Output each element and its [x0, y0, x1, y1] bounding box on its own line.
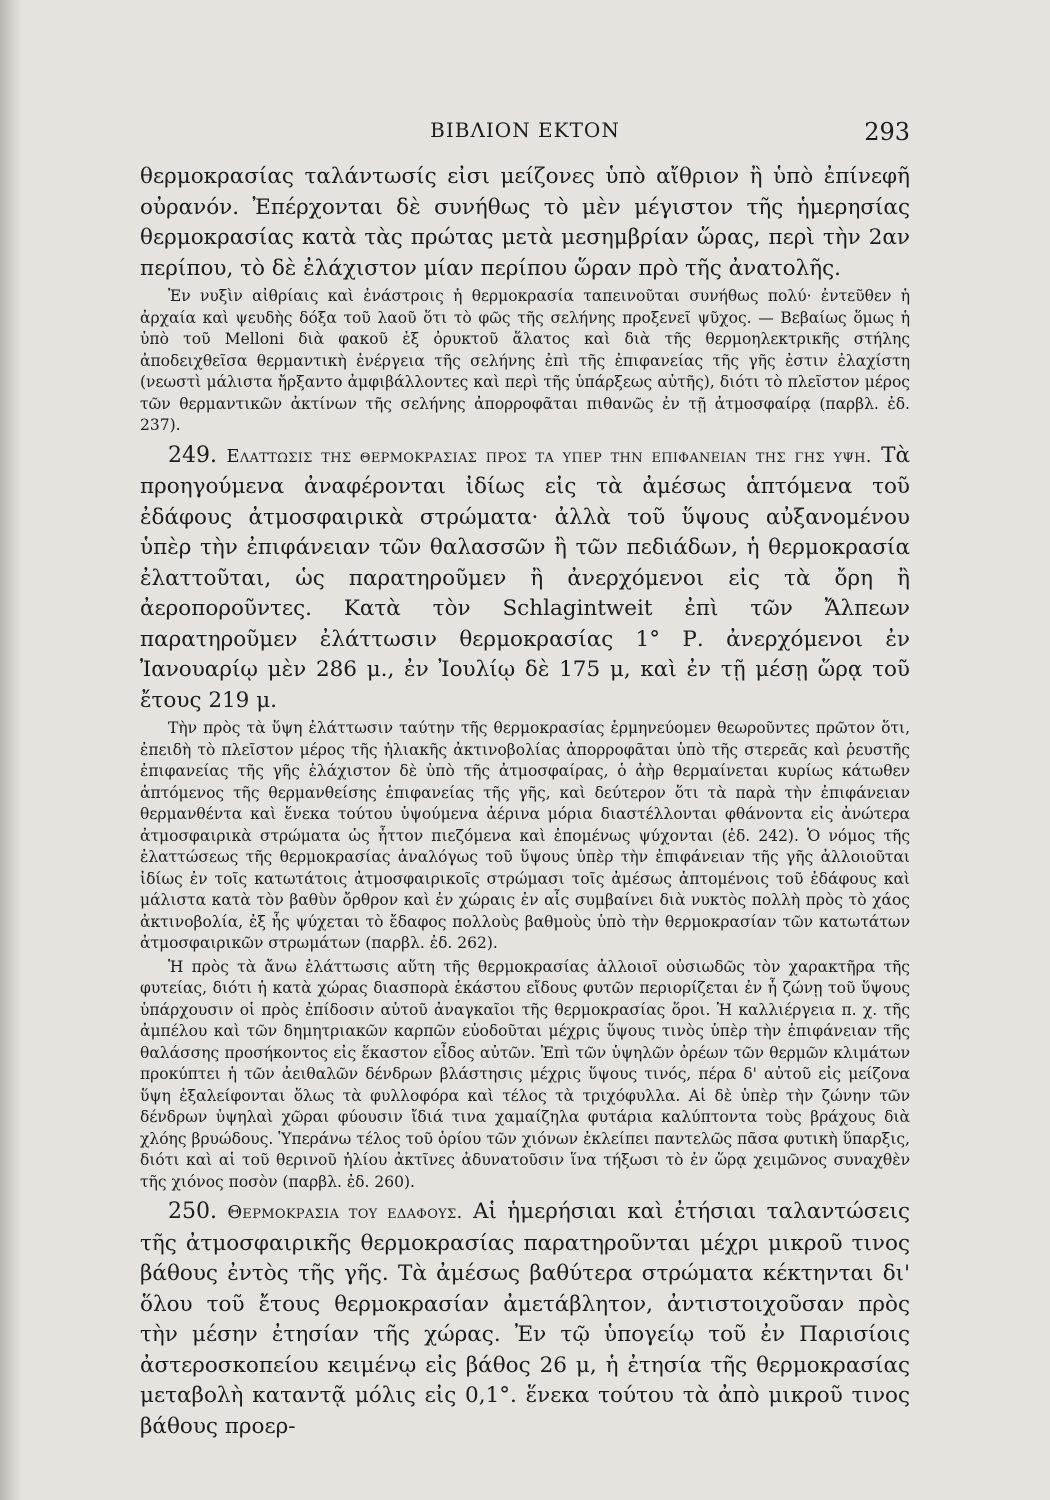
- section-249: [140, 441, 910, 717]
- section-249-number: 249.: [168, 442, 217, 468]
- paragraph-note-vegetation: Ἡ πρὸς τὰ ἄνω ἐλάττωσις αὕτη τῆς θερμοκρασίας ἀλλοιοῖ οὐσιωδῶς τὸν χαρακτῆρα τῆς φυτείας, διότι ἡ κατὰ χώρας διασπορὰ ἑκάστου εἴδους φυτῶν περιορίζεται ἐν ἧ ζώνῃ τοῦ ὕψους ὑπάρχουσιν οἱ πρὸς ἐπίδοσιν αὐτοῦ ἀναγκαῖοι τῆς θερμοκρασίας ὅροι. Ἡ καλλιέργεια π. χ. τῆς ἀμπέλου καὶ τῶν δημητριακῶν καρπῶν εὐοδοῦται μέχρις ὕψους τινὸς ὑπὲρ τὴν ἐπιφάνειαν τῆς θαλάσσης προσήκοντος εἰς ἕκαστον εἶδος αὐτῶν. Ἐπὶ τῶν ὑψηλῶν ὀρέων τῶν θερμῶν κλιμάτων προκύπτει ἡ τῶν ἀειθαλῶν δένδρων βλάστησις μέχρις ὕψους τινός, πέρα δ' αὐτοῦ εἰς μείζονα ὕψη ἐξαλείφονται ὅλως τὰ φυλλοφόρα καὶ τέλος τὰ τριχόφυλλα. Αἱ δὲ ὑπὲρ τὴν ζώνην τῶν δένδρων ὑψηλαὶ χῶραι φύουσιν ἴδιά τινα χαμαίζηλα φυτάρια καλύπτοντα τοὺς βράχους διὰ χλόης βρυώδους. Ὑπεράνω τέλος τοῦ ὁρίου τῶν χιόνων ἐκλείπει παντελῶς πᾶσα φυτικὴ ὕπαρξις, διότι καὶ αἱ τοῦ θερινοῦ ἡλίου ἀκτῖνες ἀδυνατοῦσιν ἵνα τήξωσι τὸ ἐν ὥρᾳ χειμῶνος συναχθὲν τῆς χιόνος ποσὸν (παρβλ. ἐδ. 260).: [140, 957, 910, 1191]
- page-binding-shadow: [0, 0, 22, 1500]
- section-249-title: Ελαττωσισ τησ θερμοκρασιασ προσ τα υπερ την επιφανειαν τησ γησ υψη.: [226, 445, 872, 467]
- section-249-body: Τὰ προηγούμενα ἀναφέρονται ἰδίως εἰς τὰ ἀμέσως ἁπτόμενα τοῦ ἐδάφους ἀτμοσφαιρικὰ στρώματα· ἀλλὰ τοῦ ὕψους αὐξανομένου ὑπὲρ τὴν ἐπιφάνειαν τῶν θαλασσῶν ἢ τῶν πεδιάδων, ἡ θερμοκρασία ἐλαττοῦται, ὡς παρατηροῦμεν ἢ ἀνερχόμενοι εἰς τὰ ὄρη ἢ ἀεροποροῦντες. Κατὰ τὸν Schlagintweit ἐπὶ τῶν Ἄλπεων παρατηροῦμεν ἐλάττωσιν θερμοκρασίας 1° Ρ. ἀνερχόμενοι ἐν Ἰανουαρίῳ μὲν 286 μ., ἐν Ἰουλίῳ δὲ 175 μ, καὶ ἐν τῇ μέσῃ ὥρᾳ τοῦ ἔτους 219 μ.: [140, 442, 911, 713]
- page-header: [140, 118, 910, 148]
- section-250-number: 250.: [168, 1199, 217, 1224]
- section-250-title: Θερμοκρασια του εδαφουσ.: [227, 1202, 463, 1223]
- paragraph-1: θερμοκρασίας ταλάντωσίς εἰσι μείζονες ὑπὸ αἴθριον ἢ ὑπὸ ἐπίνεφῆ οὐρανόν. Ἐπέρχονται δὲ συνήθως τὸ μὲν μέγιστον τῆς ἡμερησίας θερμοκρασίας κατὰ τὰς πρώτας μετὰ μεσημβρίαν ὥρας, περὶ τὴν 2αν περίπου, τὸ δὲ ἐλάχιστον μίαν περίπου ὥραν πρὸ τῆς ἀνατολῆς.: [140, 164, 910, 281]
- paragraph-note-moon: Ἐν νυξὶν αἰθρίαις καὶ ἐνάστροις ἡ θερμοκρασία ταπεινοῦται συνήθως πολύ· ἐντεῦθεν ἡ ἀρχαία καὶ ψευδὴς δόξα τοῦ λαοῦ ὅτι τὸ φῶς τῆς σελήνης προξενεῖ ψῦχος. — Βεβαίως ὅμως ἡ ὑπὸ τοῦ Melloni διὰ φακοῦ ἐξ ὀρυκτοῦ ἅλατος καὶ διὰ τῆς θερμοηλεκτρικῆς στήλης ἀποδειχθεῖσα θερμαντικὴ ἐνέργεια τῆς σελήνης ἐπὶ τῆς ἐπιφανείας τῆς γῆς ἐστιν ἐλαχίστη (νεωστὶ μάλιστα ἤρξαντο ἀμφιβάλλοντες καὶ περὶ τῆς ὑπάρξεως αὐτῆς), διότι τὸ πλεῖστον μέρος τῶν θερμαντικῶν ἀκτίνων τῆς σελήνης ἀπορροφᾶται πιθανῶς ἐν τῇ ἀτμοσφαίρᾳ (παρβλ. ἐδ. 237).: [140, 287, 910, 434]
- running-head: ΒΙΒΛΙΟΝ ΕΚΤΟΝ: [430, 118, 620, 142]
- body-text: [140, 162, 910, 1442]
- section-250-body: Αἱ ἡμερήσιαι καὶ ἐτήσιαι ταλαντώσεις τῆς ἀτμοσφαιρικῆς θερμοκρασίας παρατηροῦνται μέχρι μικροῦ τινος βάθους ἐντὸς τῆς γῆς. Τὰ ἀμέσως βαθύτερα στρώματα κέκτηνται δι' ὅλου τοῦ ἔτους θερμοκρασίαν ἀμετάβλητον, ἀντιστοιχοῦσαν πρὸς τὴν μέσην ἐτησίαν τῆς χώρας. Ἐν τῷ ὑπογείῳ τοῦ ἐν Παρισίοις ἀστεροσκοπείου κειμένῳ εἰς βάθος 26 μ, ἡ ἐτησία τῆς θερμοκρασίας μεταβολὴ καταντᾷ μόλις εἰς 0,1°. ἕνεκα τούτου τὰ ἀπὸ μικροῦ τινος βάθους προερ-: [140, 1199, 911, 1439]
- page-number: 293: [864, 118, 910, 146]
- paragraph-note-altitude: Τὴν πρὸς τὰ ὕψη ἐλάττωσιν ταύτην τῆς θερμοκρασίας ἑρμηνεύομεν θεωροῦντες πρῶτον ὅτι, ἐπειδὴ τὸ πλεῖστον μέρος τῆς ἡλιακῆς ἀκτινοβολίας ἀπορροφᾶται ὑπὸ τῆς στερεᾶς καὶ ῥευστῆς ἐπιφανείας τῆς γῆς ἐλάχιστον δὲ ὑπὸ τῆς ἀτμοσφαίρας, ὁ ἀὴρ θερμαίνεται κυρίως κάτωθεν ἁπτόμενος τῆς θερμανθείσης ἐπιφανείας τῆς γῆς, καὶ δεύτερον ὅτι τὰ παρὰ τὴν ἐπιφάνειαν θερμανθέντα καὶ ἕνεκα τούτου ὑψούμενα ἀέρινα μόρια διαστέλλονται φθάνοντα εἰς ἀνώτερα ἀτμοσφαιρικὰ στρώματα ὡς ἧττον πιεζόμενα καὶ ἐπομένως ψύχονται (ἐδ. 242). Ὁ νόμος τῆς ἐλαττώσεως τῆς θερμοκρασίας ἀναλόγως τοῦ ὕψους ὑπὲρ τὴν ἐπιφάνειαν τῆς γῆς ἀλλοιοῦται ἰδίως ἐν τοῖς κατωτάτοις ἀτμοσφαιρικοῖς στρώμασι τοῖς ἀμέσως ἁπτομένοις τοῦ ἐδάφους καὶ μάλιστα κατὰ τὸν βαθὺν ὄρθρον καὶ ἐν χώραις ἐν αἷς συμβαίνει διὰ νυκτὸς πολλὴ πρὸς τὸ χάος ἀκτινοβολία, ἐξ ἧς ψύχεται τὸ ἔδαφος πολλοὺς βαθμοὺς ὑπὸ τὴν θερμοκρασίαν τῶν κατωτάτων ἀτμοσφαιρικῶν στρωμάτων (παρβλ. ἐδ. 262).: [140, 719, 910, 952]
- section-250: [140, 1197, 910, 1442]
